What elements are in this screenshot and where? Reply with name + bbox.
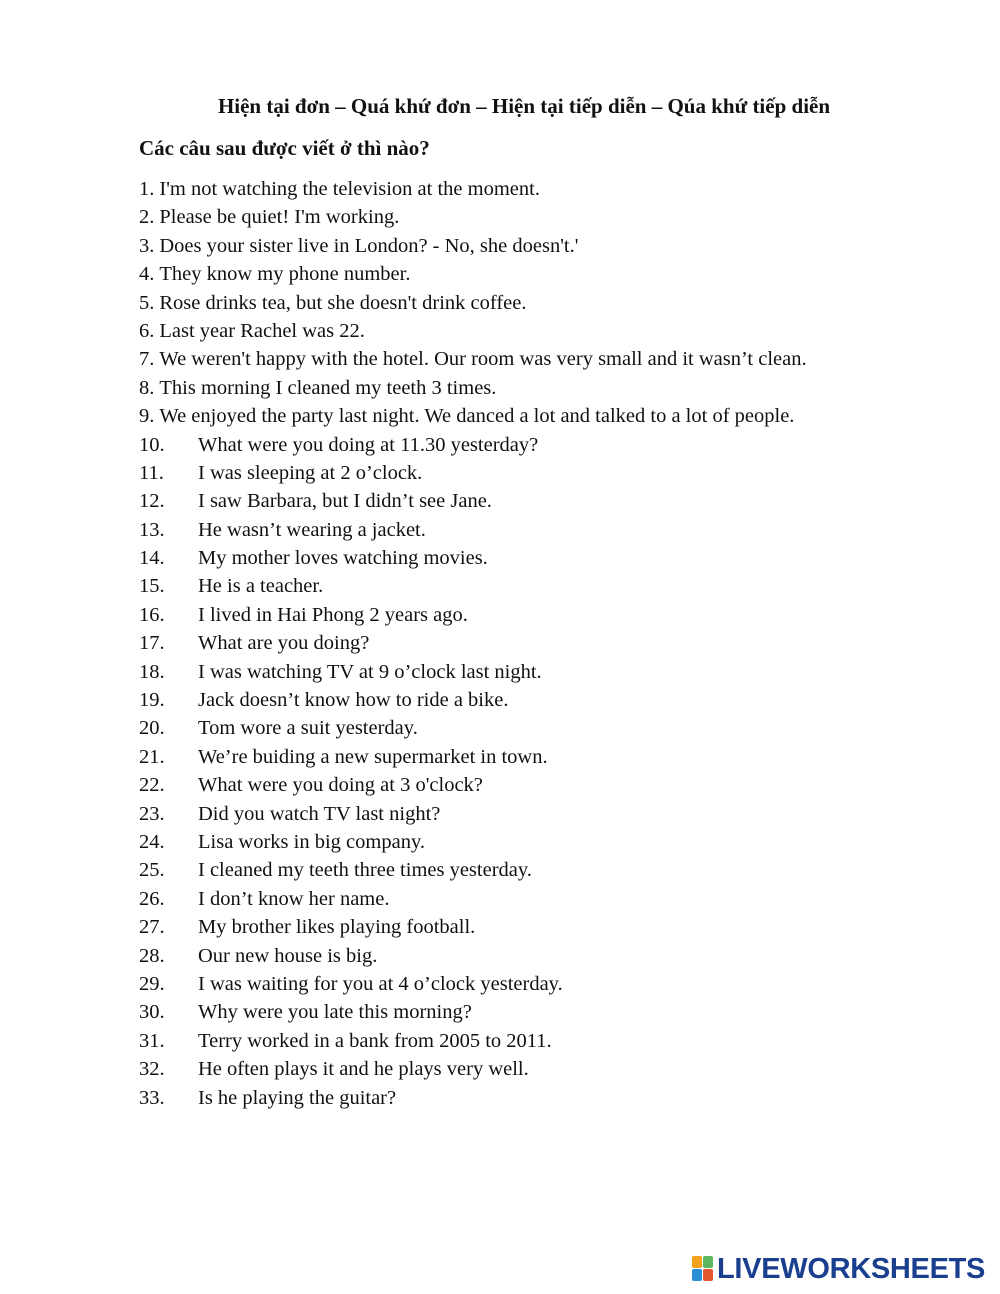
sentence-text: He is a teacher.: [198, 575, 324, 598]
sentence-text: We’re buiding a new supermarket in town.: [198, 745, 548, 768]
sentence-item: [139, 1084, 939, 1112]
sentence-number: 28.: [139, 944, 165, 967]
sentence-item: [139, 828, 939, 856]
sentence-item: [139, 516, 939, 544]
sentence-text: I'm not watching the television at the moment.: [159, 178, 540, 200]
sentence-number: 8.: [139, 376, 155, 399]
sentence-text: Last year Rachel was 22.: [159, 319, 365, 342]
sentence-item: [139, 743, 939, 771]
sentence-text: Lisa works in big company.: [198, 830, 425, 853]
sentence-item: [139, 714, 939, 742]
sentence-text: We weren't happy with the hotel. Our room was very small and it wasn’t clean.: [159, 348, 807, 371]
sentence-item: [139, 913, 939, 941]
sentence-item: [139, 487, 939, 515]
sentence-number: 20.: [139, 717, 165, 740]
sentence-number: 2.: [139, 206, 155, 229]
sentence-number: 3.: [139, 234, 155, 257]
sentence-text: I was watching TV at 9 o’clock last night.: [198, 660, 542, 683]
sentence-number: 13.: [139, 518, 165, 541]
sentence-text: I saw Barbara, but I didn’t see Jane.: [198, 490, 492, 513]
sentence-number: 10.: [139, 433, 165, 456]
logo-text: LIVEWORKSHEETS: [717, 1253, 986, 1285]
sentence-text: This morning I cleaned my teeth 3 times.: [159, 376, 497, 399]
sentence-item: [139, 998, 939, 1026]
sentence-text: Why were you late this morning?: [198, 1001, 472, 1024]
sentence-number: 16.: [139, 603, 165, 626]
sentence-item: [139, 601, 939, 629]
sentence-item: [139, 686, 939, 714]
sentence-list: [139, 175, 939, 1112]
sentence-text: He often plays it and he plays very well.: [198, 1058, 529, 1081]
sentence-text: Did you watch TV last night?: [198, 802, 441, 825]
sentence-number: 25.: [139, 859, 165, 882]
sentence-number: 6.: [139, 319, 155, 342]
sentence-number: 27.: [139, 916, 165, 939]
sentence-text: What are you doing?: [198, 632, 370, 655]
sentence-text: My mother loves watching movies.: [198, 547, 488, 570]
sentence-number: 32.: [139, 1058, 165, 1081]
sentence-item: [139, 885, 939, 913]
sentence-text: I was waiting for you at 4 o’clock yesterday.: [198, 972, 563, 995]
sentence-item: [139, 232, 939, 260]
sentence-number: 23.: [139, 802, 165, 825]
sentence-item: [139, 771, 939, 799]
sentence-item: [139, 1027, 939, 1055]
sentence-number: 31.: [139, 1029, 165, 1052]
sentence-item: [139, 856, 939, 884]
sentence-item: [139, 402, 939, 430]
sentence-number: 26.: [139, 887, 165, 910]
sentence-text: Rose drinks tea, but she doesn't drink coffee.: [159, 291, 527, 314]
sentence-number: 9.: [139, 405, 155, 428]
sentence-number: 4.: [139, 263, 155, 286]
sentence-text: Terry worked in a bank from 2005 to 2011.: [198, 1029, 552, 1052]
liveworksheets-logo-icon: [692, 1256, 714, 1282]
sentence-item: [139, 942, 939, 970]
sentence-text: He wasn’t wearing a jacket.: [198, 518, 426, 541]
sentence-text: What were you doing at 11.30 yesterday?: [198, 433, 539, 456]
sentence-item: [139, 544, 939, 572]
sentence-number: 14.: [139, 547, 165, 570]
sentence-item: [139, 345, 939, 373]
sentence-number: 19.: [139, 689, 165, 712]
sentence-number: 18.: [139, 660, 165, 683]
sentence-text: They know my phone number.: [159, 263, 411, 286]
sentence-text: Is he playing the guitar?: [198, 1086, 397, 1109]
sentence-number: 24.: [139, 830, 165, 853]
sentence-text: I don’t know her name.: [198, 887, 390, 910]
sentence-number: 11.: [139, 461, 164, 484]
sentence-number: 15.: [139, 575, 165, 598]
sentence-text: I was sleeping at 2 o’clock.: [198, 461, 423, 484]
sentence-number: 12.: [139, 490, 165, 513]
sentence-item: [139, 260, 939, 288]
sentence-text: Jack doesn’t know how to ride a bike.: [198, 689, 509, 712]
sentence-number: 21.: [139, 745, 165, 768]
sentence-item: [139, 289, 939, 317]
sentence-number: 5.: [139, 291, 155, 314]
sentence-text: Please be quiet! I'm working.: [159, 206, 400, 229]
question-prompt: Các câu sau được viết ở thì nào?: [139, 136, 430, 160]
sentence-text: Our new house is big.: [198, 944, 378, 967]
sentence-item: [139, 1055, 939, 1083]
sentence-text: I cleaned my teeth three times yesterday.: [198, 859, 532, 882]
sentence-number: 1.: [139, 178, 155, 200]
sentence-item: [139, 800, 939, 828]
sentence-text: I lived in Hai Phong 2 years ago.: [198, 603, 468, 626]
worksheet-title: Hiện tại đơn – Quá khứ đơn – Hiện tại tiếp diễn – Qúa khứ tiếp diễn: [217, 94, 831, 118]
sentence-item: [139, 175, 939, 203]
sentence-item: [139, 431, 939, 459]
sentence-item: [139, 629, 939, 657]
sentence-item: [139, 459, 939, 487]
sentence-item: [139, 970, 939, 998]
sentence-text: Tom wore a suit yesterday.: [198, 717, 418, 740]
sentence-text: Does your sister live in London? - No, she doesn't.': [159, 234, 579, 257]
sentence-text: We enjoyed the party last night. We danced a lot and talked to a lot of people.: [159, 405, 795, 428]
sentence-number: 17.: [139, 632, 165, 655]
sentence-item: [139, 203, 939, 231]
liveworksheets-logo: [692, 1254, 985, 1284]
sentence-number: 7.: [139, 348, 155, 371]
sentence-text: My brother likes playing football.: [198, 916, 476, 939]
sentence-item: [139, 572, 939, 600]
sentence-number: 22.: [139, 774, 165, 797]
sentence-item: [139, 658, 939, 686]
sentence-number: 30.: [139, 1001, 165, 1024]
sentence-number: 29.: [139, 972, 165, 995]
sentence-item: [139, 317, 939, 345]
sentence-text: What were you doing at 3 o'clock?: [198, 774, 483, 797]
sentence-number: 33.: [139, 1086, 165, 1109]
sentence-item: [139, 374, 939, 402]
